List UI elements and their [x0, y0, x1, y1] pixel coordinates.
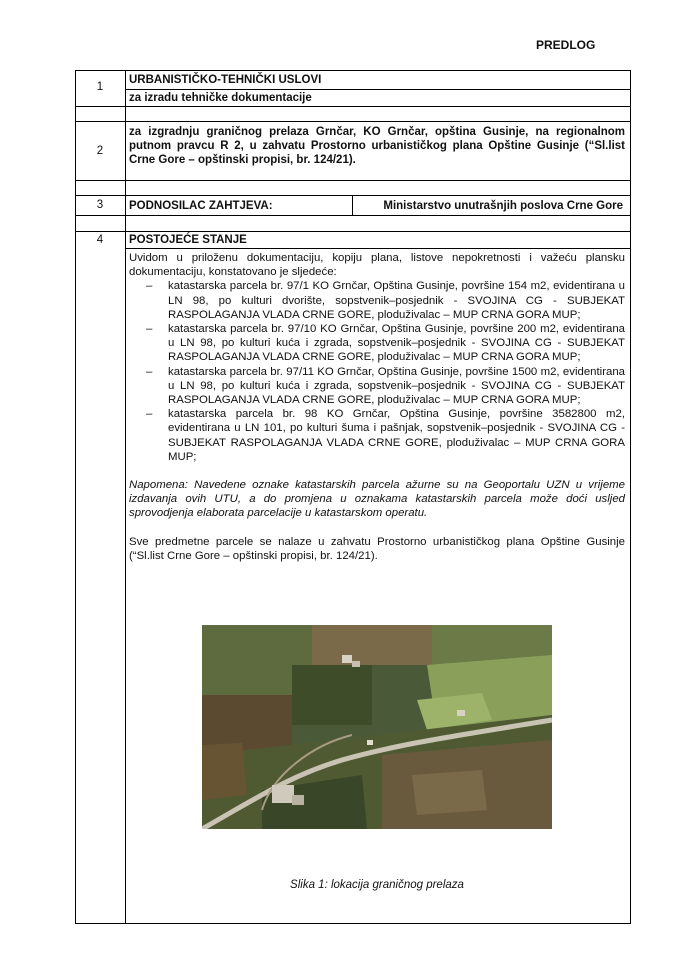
applicant-value: Ministarstvo unutrašnjih poslova Crne Gore [383, 200, 623, 212]
satellite-location-image [202, 625, 552, 829]
project-description: za izgradnju graničnog prelaza Grnčar, KO Grnčar, opština Gusinje, na regionalnom putnom pravcu R 2, u zahvatu Prostorno urbanističkog plana Opštine Gusinje (“Sl.list Crne Gore – opštinski propisi, br. 124/21). [129, 126, 625, 166]
list-item: – katastarska parcela br. 97/10 KO Grnčar, Opština Gusinje, površine 200 m2, evidentirana u LN 98, po kulturi kuća i zgrada, sopstvenik–posjednik - SVOJINA CG - SUBJEKAT RASPOLAGANJA VLADA CRNE GORE, ploduživalac – MUP CRNA GORA MUP; [146, 323, 625, 364]
dash-marker: – [146, 323, 153, 336]
row-number-2: 2 [96, 145, 104, 157]
row-divider [75, 106, 631, 107]
row-divider [75, 215, 631, 216]
list-item: – katastarska parcela br. 98 KO Grnčar, Opština Gusinje, površine 3582800 m2, evidentirana u LN 101, po kulturi šuma i pašnjak, sopstvenik–posjednik - SVOJINA CG - SUBJEKAT RASPOLAGANJA VLADA CRNE GORE, ploduživalac – MUP CRNA GORA MUP; [146, 408, 625, 463]
row-number-4: 4 [96, 234, 104, 246]
row-number-3: 3 [96, 199, 104, 211]
cell-divider [352, 195, 353, 215]
applicant-label: PODNOSILAC ZAHTJEVA: [129, 200, 273, 212]
summary-paragraph: Sve predmetne parcele se nalaze u zahvatu Prostorno urbanističkog plana Opštine Gusinje (“Sl.list Crne Gore – opštinski propisi, br. 124/21). [129, 535, 625, 562]
row-divider [125, 89, 631, 90]
figure-caption: Slika 1: lokacija graničnog prelaza [290, 879, 464, 891]
stanje-body [129, 251, 625, 563]
list-item: – katastarska parcela br. 97/11 KO Grnčar, Opština Gusinje, površine 1500 m2, evidentirana u LN 98, po kulturi kuća i zgrada, sopstvenik–posjednik - SVOJINA CG - SUBJEKAT RASPOLAGANJA VLADA CRNE GORE, ploduživalac – MUP CRNA GORA MUP; [146, 365, 625, 407]
dash-marker: – [146, 365, 153, 378]
dash-marker: – [146, 280, 153, 293]
list-item: – katastarska parcela br. 97/1 KO Grnčar, Opština Gusinje, površine 154 m2, evidentirana u LN 98, po kulturi dvorište, sopstvenik–posjednik - SVOJINA CG - SUBJEKAT RASPOLAGANJA VLADA CRNE GORE, ploduživalac – MUP CRNA GORA MUP; [146, 280, 625, 321]
dash-marker: – [146, 408, 153, 421]
row-divider [75, 231, 631, 232]
row-divider [75, 121, 631, 122]
row-divider [75, 195, 631, 196]
section-subtitle: za izradu tehničke dokumentacije [129, 92, 312, 104]
row-number-1: 1 [96, 81, 104, 93]
parcel-list [129, 279, 625, 464]
row-divider [125, 248, 631, 249]
row-divider [75, 180, 631, 181]
document-status-label: PREDLOG [536, 38, 596, 52]
table-column-divider [125, 70, 126, 924]
intro-paragraph: Uvidom u priloženu dokumentaciju, kopiju plana, listove nepokretnosti i važeću plansku dokumentaciju, konstatovano je sljedeće: [129, 252, 625, 279]
note-paragraph: Napomena: Navedene oznake katastarskih parcela ažurne su na Geoportalu UZN u vrijeme izdavanja ovih UTU, a do promjena u oznakama katastarskih parcela može doći usljed sprovodjenja elaborata parcelacije u katastarskom operatu. [129, 479, 625, 520]
section-title-urbanisticki-uslovi: URBANISTIČKO-TEHNIČKI USLOVI [129, 74, 322, 86]
section-title-postojece-stanje: POSTOJEĆE STANJE [129, 234, 247, 246]
